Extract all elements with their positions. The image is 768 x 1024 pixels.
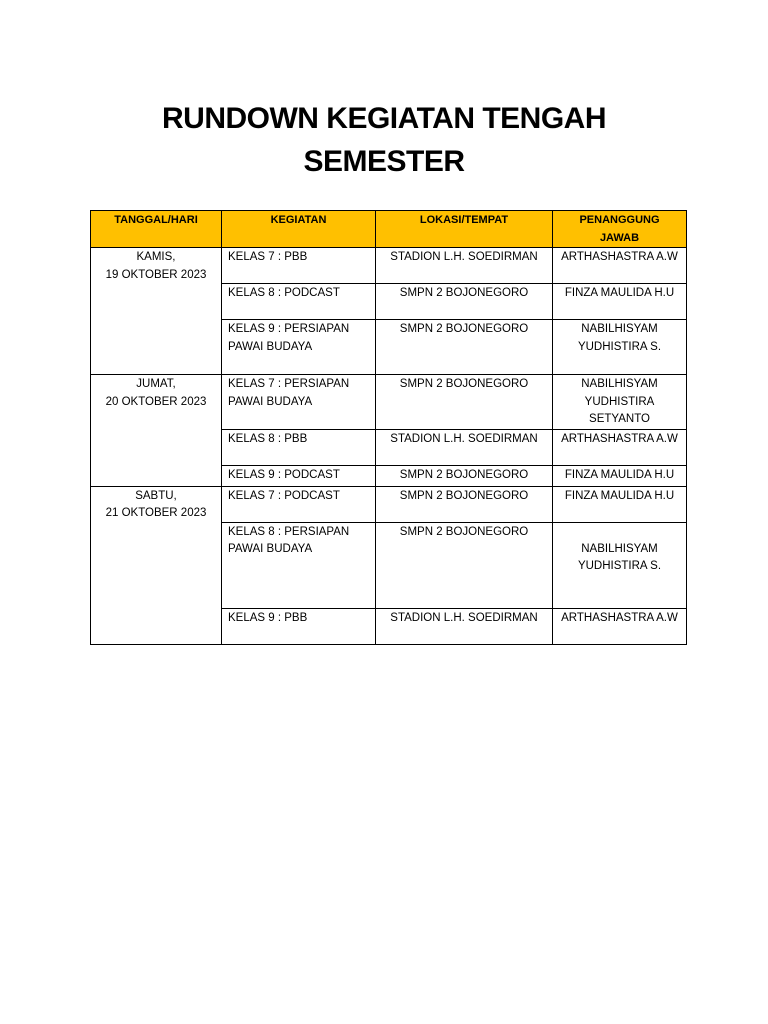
date-cell [91,375,222,487]
header-tanggal: TANGGAL/HARI [91,211,222,248]
day-label: KAMIS, [136,251,176,263]
date-label: 21 OKTOBER 2023 [105,507,207,519]
activity-cell: KELAS 8 : PBB [222,429,376,465]
location-cell: SMPN 2 BOJONEGORO [376,284,553,320]
location-cell: STADION L.H. SOEDIRMAN [376,248,553,284]
pic-cell: ARTHASHASTRA A.W [553,608,687,644]
rundown-table [90,210,687,645]
activity-cell: KELAS 7 : PBB [222,248,376,284]
date-cell [91,248,222,375]
table-row [91,486,687,522]
location-cell: SMPN 2 BOJONEGORO [376,465,553,486]
activity-cell: KELAS 8 : PERSIAPAN PAWAI BUDAYA [222,522,376,608]
activity-cell: KELAS 7 : PERSIAPAN PAWAI BUDAYA [222,375,376,430]
location-cell: SMPN 2 BOJONEGORO [376,522,553,608]
title-line-2: SEMESTER [303,145,465,178]
pic-cell: FINZA MAULIDA H.U [553,465,687,486]
pic-cell: FINZA MAULIDA H.U [553,486,687,522]
day-label: SABTU, [135,489,177,502]
activity-cell: KELAS 9 : PERSIAPAN PAWAI BUDAYA [222,320,376,375]
title-line-1: RUNDOWN KEGIATAN TENGAH [161,102,607,135]
location-cell: STADION L.H. SOEDIRMAN [376,429,553,465]
date-cell [91,486,222,644]
date-label: 20 OKTOBER 2023 [105,395,207,408]
location-cell: SMPN 2 BOJONEGORO [376,375,553,430]
pic-cell: NABILHISYAM YUDHISTIRA S. [553,320,687,375]
activity-cell: KELAS 7 : PODCAST [222,486,376,522]
day-label: JUMAT, [136,378,176,390]
header-penanggung-jawab: PENANGGUNG JAWAB [553,211,687,248]
activity-cell: KELAS 9 : PBB [222,608,376,644]
location-cell: SMPN 2 BOJONEGORO [376,320,553,375]
table-row [91,248,687,284]
pic-cell: ARTHASHASTRA A.W [553,429,687,465]
location-cell: SMPN 2 BOJONEGORO [376,486,553,522]
page-title [0,97,768,183]
header-lokasi: LOKASI/TEMPAT [376,211,553,248]
activity-cell: KELAS 9 : PODCAST [222,465,376,486]
date-label: 19 OKTOBER 2023 [105,268,207,281]
pic-cell: ARTHASHASTRA A.W [553,248,687,284]
activity-cell: KELAS 8 : PODCAST [222,284,376,320]
table-row [91,375,687,430]
header-kegiatan: KEGIATAN [222,211,376,248]
location-cell: STADION L.H. SOEDIRMAN [376,608,553,644]
pic-cell: NABILHISYAM YUDHISTIRA S. [553,522,687,608]
pic-cell: NABILHISYAM YUDHISTIRA SETYANTO [553,375,687,430]
table-header-row [91,211,687,248]
pic-cell: FINZA MAULIDA H.U [553,284,687,320]
